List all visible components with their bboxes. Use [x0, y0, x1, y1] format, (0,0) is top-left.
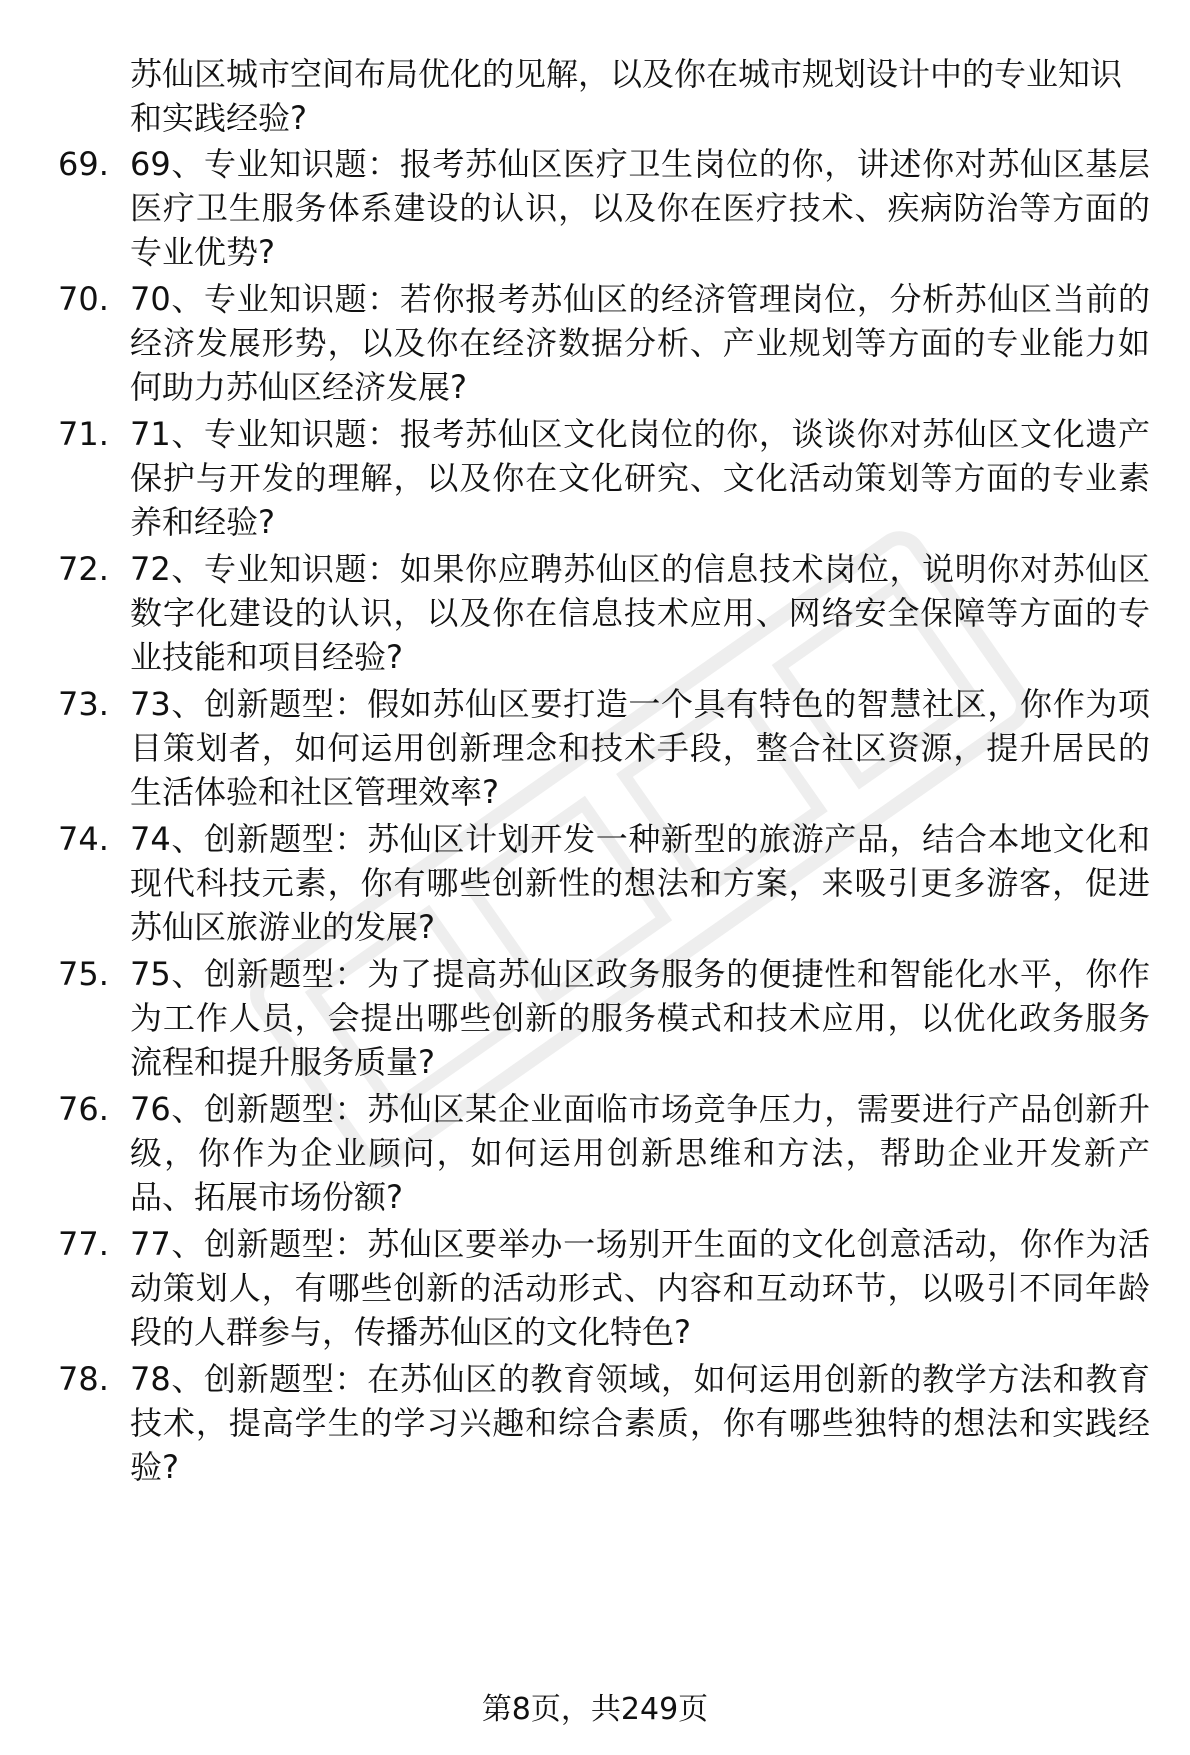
question-text: 77、创新题型：苏仙区要举办一场别开生面的文化创意活动，你作为活动策划人，有哪些创新的活动形式、内容和互动环节，以吸引不同年龄段的人群参与，传播苏仙区的文化特色?	[130, 1225, 1150, 1351]
question-number: 75.	[58, 955, 109, 993]
question-text: 71、专业知识题：报考苏仙区文化岗位的你，谈谈你对苏仙区文化遗产保护与开发的理解，以及你在文化研究、文化活动策划等方面的专业素养和经验?	[130, 415, 1150, 541]
question-text: 69、专业知识题：报考苏仙区医疗卫生岗位的你，讲述你对苏仙区基层医疗卫生服务体系建设的认识，以及你在医疗技术、疾病防治等方面的专业优势?	[130, 145, 1150, 271]
question-number: 78.	[58, 1360, 109, 1398]
question-number: 77.	[58, 1225, 109, 1263]
question-number: 76.	[58, 1090, 109, 1128]
question-text: 72、专业知识题：如果你应聘苏仙区的信息技术岗位，说明你对苏仙区数字化建设的认识，以及你在信息技术应用、网络安全保障等方面的专业技能和项目经验?	[130, 550, 1150, 676]
page-footer: 第8页，共249页	[481, 1692, 709, 1727]
question-text: 75、创新题型：为了提高苏仙区政务服务的便捷性和智能化水平，你作为工作人员，会提出哪些创新的服务模式和技术应用，以优化政务服务流程和提升服务质量?	[130, 955, 1150, 1081]
question-number: 69.	[58, 145, 109, 183]
question-number: 74.	[58, 820, 109, 858]
question-text: 76、创新题型：苏仙区某企业面临市场竞争压力，需要进行产品创新升级，你作为企业顾问，如何运用创新思维和方法，帮助企业开发新产品、拓展市场份额?	[130, 1090, 1150, 1216]
question-number: 73.	[58, 685, 109, 723]
continuation-text: 苏仙区城市空间布局优化的见解，以及你在城市规划设计中的专业知识和实践经验?	[130, 55, 1123, 137]
question-text: 78、创新题型：在苏仙区的教育领域，如何运用创新的教学方法和教育技术，提高学生的学习兴趣和综合素质，你有哪些独特的想法和实践经验?	[130, 1360, 1150, 1486]
question-text: 73、创新题型：假如苏仙区要打造一个具有特色的智慧社区，你作为项目策划者，如何运用创新理念和技术手段，整合社区资源，提升居民的生活体验和社区管理效率?	[130, 685, 1150, 811]
question-number: 70.	[58, 280, 109, 318]
question-text: 74、创新题型：苏仙区计划开发一种新型的旅游产品，结合本地文化和现代科技元素，你有哪些创新性的想法和方案，来吸引更多游客，促进苏仙区旅游业的发展?	[130, 820, 1150, 946]
question-number: 72.	[58, 550, 109, 588]
question-text: 70、专业知识题：若你报考苏仙区的经济管理岗位，分析苏仙区当前的经济发展形势，以及你在经济数据分析、产业规划等方面的专业能力如何助力苏仙区经济发展?	[130, 280, 1150, 406]
question-number: 71.	[58, 415, 109, 453]
